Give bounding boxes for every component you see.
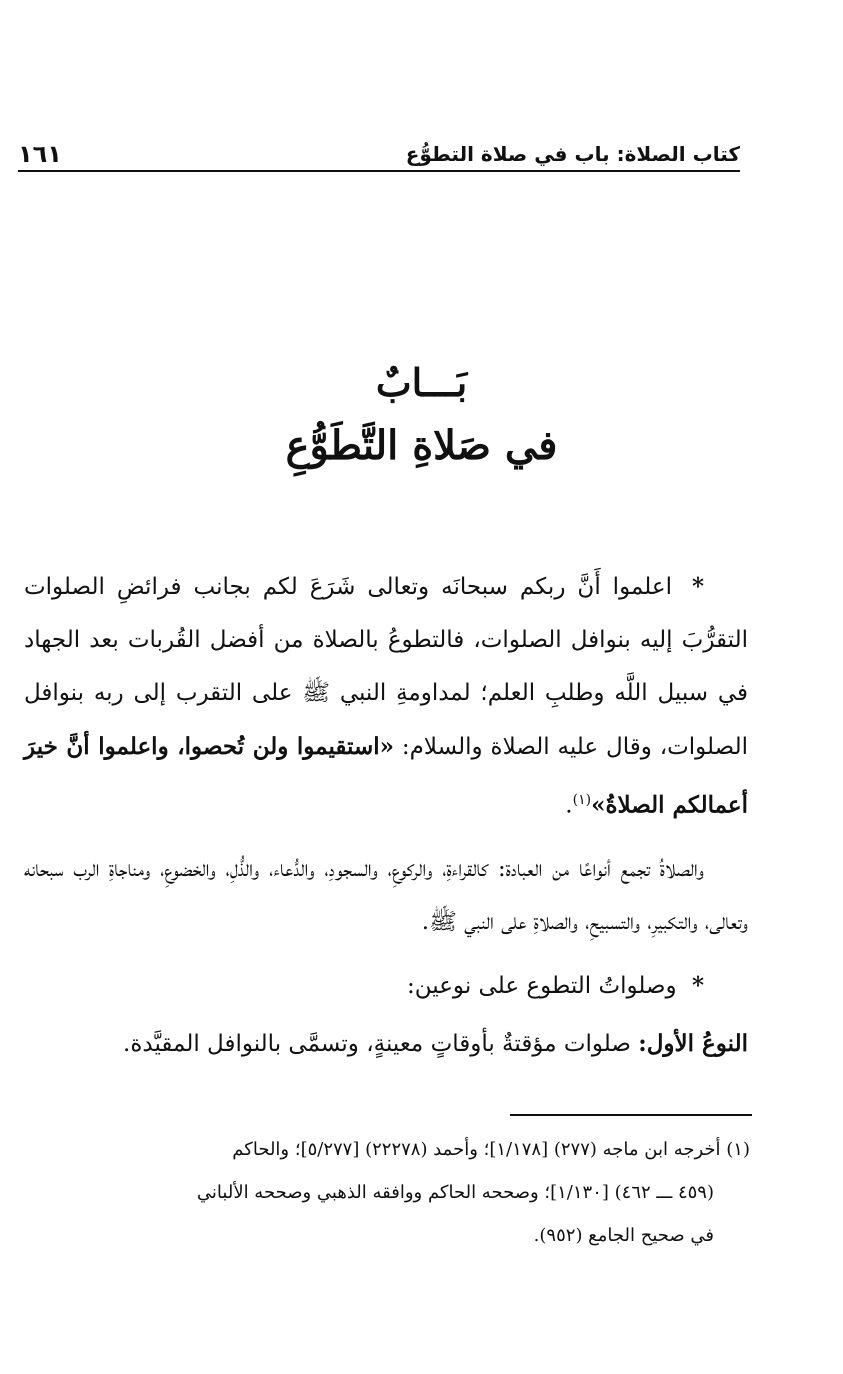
chapter-title: في صَلاةِ التَّطَوُّعِ — [285, 422, 558, 469]
paragraph-3 — [24, 959, 748, 1013]
footnote-line-3: في صحيح الجامع (٩٥٢). — [533, 1225, 714, 1246]
paragraph-2: والصلاةُ تجمع أنواعًا من العبادة: كالقراءةِ، والركوعِ، والسجودِ، والدُّعاء، والذُّلِ، والخضوعِ، ومناجاةِ الرب سبحانه وتعالى، والتكبيرِ، والتسبيحِ، والصلاةِ على النبي ﷺ. — [24, 855, 748, 935]
paragraph-4-label: النوعُ الأول: — [638, 1029, 748, 1057]
chapter-word: بَـــابٌ — [375, 360, 468, 405]
paragraph-1-end: . — [565, 792, 573, 819]
footnote-line-2: (٤٥٩ ـــ ٤٦٢) [١/١٣٠]؛ وصححه الحاكم ووافقه الذهبي وصححه الألباني — [196, 1182, 714, 1203]
paragraph-4-text: صلوات مؤقتةٌ بأوقاتٍ معينةٍ، وتسمَّى بالنوافل المقيَّدة. — [123, 1030, 631, 1057]
page-number: ١٦١ — [18, 140, 62, 168]
paragraph-1-text: اعلموا أَنَّ ربكم سبحانَه وتعالى شَرَعَ لكم بجانب فرائضِ الصلوات التقرُّبَ إليه بنوافل الصلوات، فالتطوعُ بالصلاة من أفضل القُربات بعد الجهاد في سبيل اللَّه وطلبِ العلم؛ لمداومةِ النبي ﷺ على التقرب إلى ربه بنوافل الصلوات، وقال عليه الصلاة والسلام: — [24, 574, 749, 760]
hadith-quote: «استقيموا ولن تُحصوا، واعلموا أنَّ خيرَ أعمالكم الصلاةُ» — [24, 733, 748, 819]
paragraph-3-text: وصلواتُ التطوع على نوعين: — [407, 972, 677, 999]
asterisk-marker: * — [691, 971, 704, 999]
paragraph-1 — [24, 560, 748, 833]
footnote — [28, 1128, 750, 1257]
main-text — [24, 560, 748, 1071]
footnote-divider — [510, 1114, 752, 1116]
paragraph-4 — [24, 1017, 748, 1071]
asterisk-marker: * — [691, 573, 704, 600]
page-header — [18, 128, 740, 172]
footnote-ref: (١) — [572, 792, 592, 808]
running-title: كتاب الصلاة: باب في صلاة التطوُّع — [405, 142, 740, 166]
footnote-line-1: (١) أخرجه ابن ماجه (٢٧٧) [١/١٧٨]؛ وأحمد (٢٢٢٧٨) [٥/٢٧٧]؛ والحاكم — [232, 1139, 750, 1160]
